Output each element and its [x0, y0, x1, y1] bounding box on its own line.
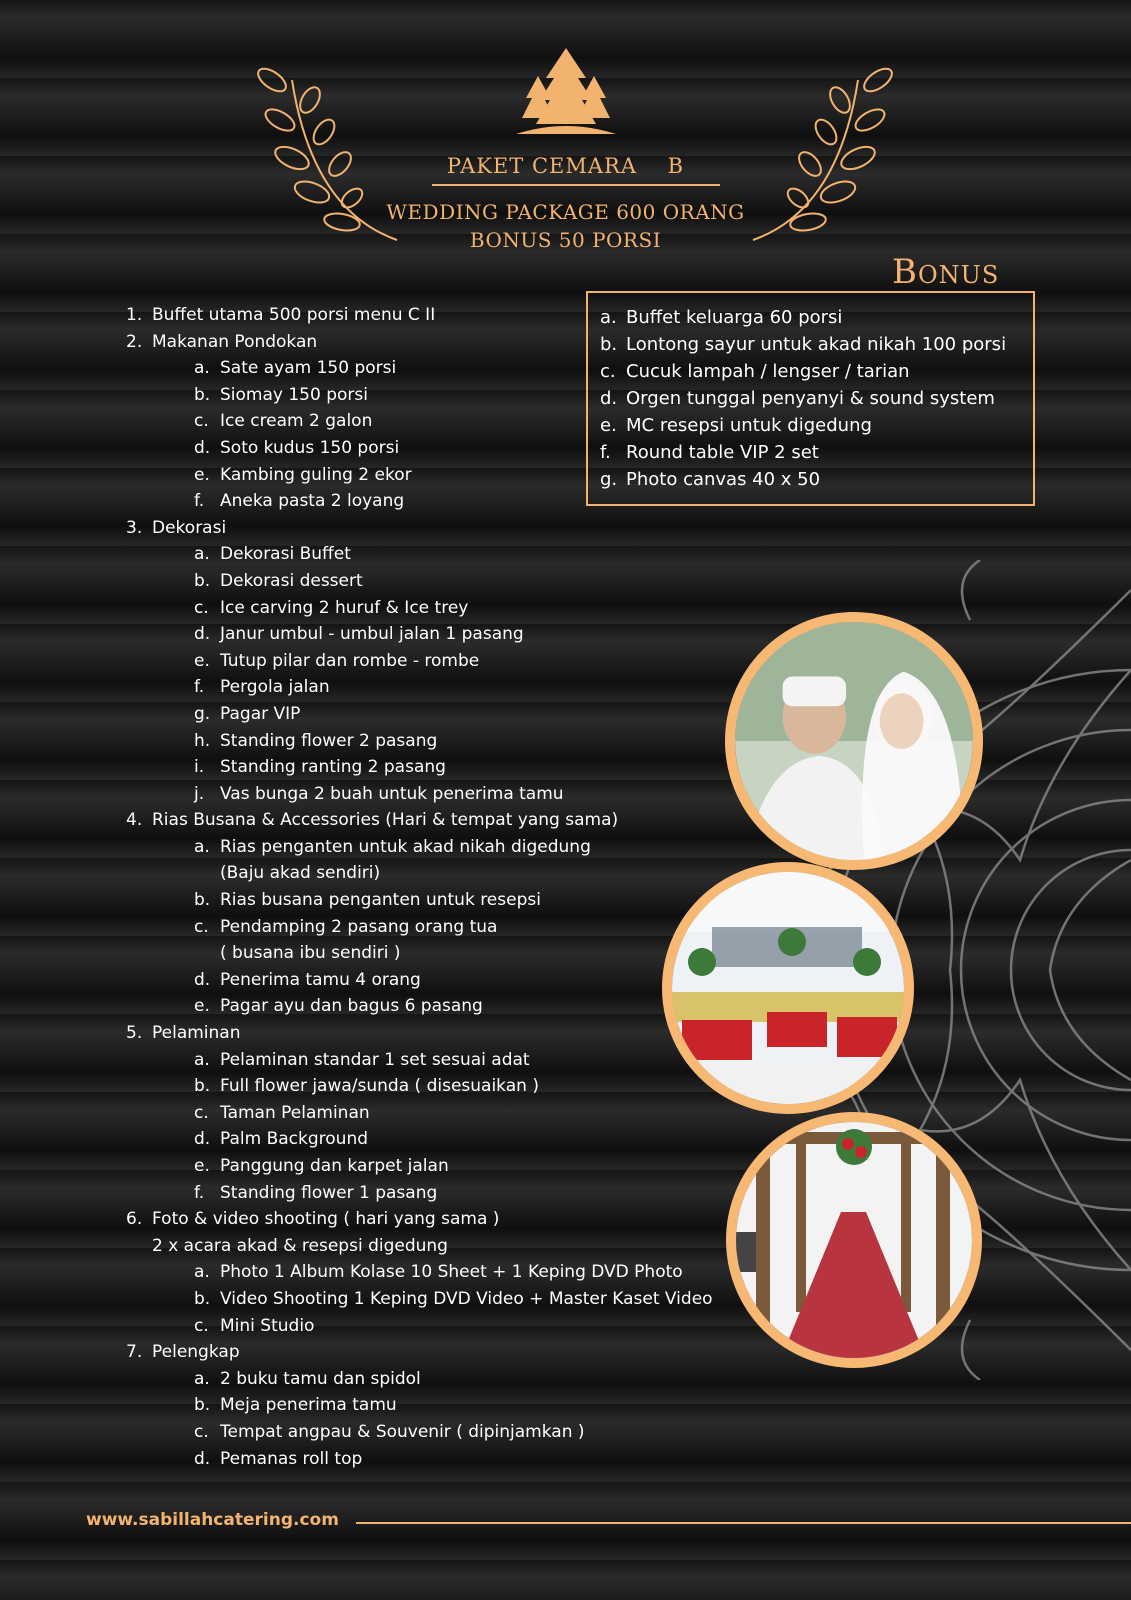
section-number: 6.	[126, 1209, 143, 1230]
list-item-letter: d.	[194, 437, 211, 458]
list-item-text: Siomay 150 porsi	[220, 384, 368, 405]
list-item	[126, 435, 713, 462]
list-item-text: Pemanas roll top	[220, 1448, 363, 1469]
wedding-title: WEDDING PACKAGE 600 ORANG	[386, 200, 745, 224]
list-item-text: Pagar VIP	[220, 703, 301, 724]
list-item-letter: j.	[194, 783, 205, 804]
section-title	[126, 329, 713, 356]
list-item-letter: a.	[194, 1262, 210, 1283]
section-note-text: 2 x acara akad & resepsi digedung	[152, 1235, 448, 1256]
list-item	[126, 754, 713, 781]
list-item	[126, 781, 713, 808]
bonus-item-letter: e.	[600, 415, 617, 436]
list-item-text: Taman Pelaminan	[220, 1102, 370, 1123]
list-item-text: Pergola jalan	[220, 677, 330, 698]
list-item-text: Ice cream 2 galon	[220, 411, 373, 432]
list-item-letter: b.	[194, 384, 211, 405]
list-item-text: Dekorasi dessert	[220, 570, 363, 591]
list-item	[126, 488, 713, 515]
bonus-item-letter: d.	[600, 388, 618, 409]
list-item-letter: e.	[194, 1156, 210, 1176]
list-item	[126, 1259, 713, 1286]
list-item-letter: h.	[194, 730, 211, 751]
bonus-porsi-title: BONUS 50 PORSI	[469, 228, 662, 252]
list-item	[126, 355, 713, 382]
section-number: 2.	[126, 331, 143, 352]
list-item-text: Pelaminan standar 1 set sesuai adat	[220, 1049, 530, 1070]
footer-divider	[356, 1522, 1131, 1524]
section-title	[126, 302, 713, 329]
list-item	[126, 621, 713, 648]
list-item-letter: a.	[194, 544, 210, 565]
section-title	[126, 515, 713, 542]
list-item-text: Rias busana penganten untuk resepsi	[220, 890, 541, 911]
list-item-letter: c.	[194, 411, 209, 432]
list-item	[126, 1073, 713, 1100]
list-item-text: Pendamping 2 pasang orang tua	[220, 916, 498, 937]
list-item-text: Vas bunga 2 buah untuk penerima tamu	[220, 783, 564, 804]
bonus-item-text: Round table VIP 2 set	[626, 442, 819, 463]
list-item-continuation	[126, 940, 713, 967]
section-title	[126, 1339, 713, 1366]
list-item	[126, 648, 713, 675]
list-item	[126, 834, 713, 861]
list-item	[126, 993, 713, 1020]
photo-aisle	[726, 1112, 982, 1368]
section-title-text: Rias Busana & Accessories (Hari & tempat yang sama)	[152, 810, 619, 831]
section-title-text: Pelaminan	[152, 1023, 241, 1044]
list-item	[126, 1313, 713, 1340]
list-item-letter: a.	[194, 1049, 210, 1070]
section-number: 1.	[126, 305, 143, 325]
list-item	[126, 1366, 713, 1393]
list-item	[126, 408, 713, 435]
section-title	[126, 1206, 713, 1233]
list-item	[126, 701, 713, 728]
list-item-letter: f.	[194, 1182, 205, 1203]
section-note	[126, 1233, 713, 1260]
list-item-text: 2 buku tamu dan spidol	[220, 1368, 421, 1389]
list-item	[126, 1180, 713, 1207]
section-number: 4.	[126, 810, 143, 831]
section-title-text: Buffet utama 500 porsi menu C II	[152, 305, 436, 325]
section-number: 3.	[126, 517, 143, 538]
list-item	[126, 674, 713, 701]
title-divider	[432, 184, 720, 186]
list-item	[126, 462, 713, 489]
list-item-letter: d.	[194, 624, 211, 645]
bonus-item-letter: g.	[600, 469, 618, 490]
list-item	[126, 914, 713, 941]
list-item-text: Sate ayam 150 porsi	[220, 358, 397, 379]
section-title-text: Makanan Pondokan	[152, 331, 318, 352]
list-item-letter: c.	[194, 1315, 209, 1336]
list-item-letter: b.	[194, 1076, 211, 1097]
list-item-letter: a.	[194, 1368, 210, 1389]
section-title	[126, 1020, 713, 1047]
bonus-item-text: Buffet keluarga 60 porsi	[626, 307, 843, 328]
bonus-item-letter: f.	[600, 442, 611, 463]
bonus-item-text: Cucuk lampah / lengser / tarian	[626, 361, 910, 382]
section-title-text: Pelengkap	[152, 1342, 240, 1363]
list-item-text: Rias penganten untuk akad nikah digedung	[220, 836, 591, 857]
list-item-text: Panggung dan karpet jalan	[220, 1156, 449, 1176]
pine-trees-icon	[516, 48, 616, 140]
list-item	[126, 967, 713, 994]
list-item-letter: e.	[194, 464, 210, 485]
list-item-text: Pagar ayu dan bagus 6 pasang	[220, 996, 483, 1017]
list-item-letter: b.	[194, 570, 211, 591]
list-item-text: Mini Studio	[220, 1315, 315, 1336]
list-item	[126, 728, 713, 755]
bonus-item-text: Photo canvas 40 x 50	[626, 469, 821, 490]
section-title	[126, 807, 713, 834]
list-item-text: Ice carving 2 huruf & Ice trey	[220, 597, 469, 618]
list-item-text: Standing flower 2 pasang	[220, 730, 438, 751]
section-title-text: Foto & video shooting ( hari yang sama )	[152, 1209, 500, 1230]
list-item-letter: g.	[194, 703, 211, 724]
list-item-letter: d.	[194, 1129, 211, 1150]
main-list	[126, 302, 713, 1472]
list-item-text: Aneka pasta 2 loyang	[220, 491, 405, 512]
list-item-letter: b.	[194, 1395, 211, 1416]
bonus-heading: Bonus	[892, 252, 1000, 292]
list-item-letter: e.	[194, 650, 210, 671]
list-item-text: Photo 1 Album Kolase 10 Sheet + 1 Keping DVD Photo	[220, 1262, 683, 1283]
bonus-item-text: MC resepsi untuk digedung	[626, 415, 872, 436]
list-item-letter: d.	[194, 1448, 211, 1469]
list-item	[126, 595, 713, 622]
list-item	[126, 1126, 713, 1153]
list-item-letter: c.	[194, 597, 209, 618]
package-name: PAKET CEMARA B	[446, 154, 685, 178]
list-item-letter: c.	[194, 916, 209, 937]
website-link[interactable]: www.sabillahcatering.com	[86, 1510, 339, 1530]
bonus-item-letter: b.	[600, 334, 618, 355]
list-item-letter: c.	[194, 1421, 209, 1442]
list-item	[126, 382, 713, 409]
section-title-text: Dekorasi	[152, 517, 227, 538]
list-item-letter: b.	[194, 890, 211, 911]
list-item-continuation-text: (Baju akad sendiri)	[220, 863, 381, 884]
header	[0, 0, 1131, 260]
list-item-letter: f.	[194, 491, 205, 512]
list-item	[126, 1047, 713, 1074]
list-item	[126, 568, 713, 595]
list-item	[126, 1392, 713, 1419]
list-item-text: Meja penerima tamu	[220, 1395, 397, 1416]
list-item-text: Full flower jawa/sunda ( disesuaikan )	[220, 1076, 539, 1097]
list-item-text: Penerima tamu 4 orang	[220, 969, 421, 990]
photo-couple	[725, 612, 983, 870]
list-item	[126, 1100, 713, 1127]
list-item-text: Janur umbul - umbul jalan 1 pasang	[220, 624, 524, 645]
list-item	[126, 541, 713, 568]
list-item-continuation	[126, 860, 713, 887]
bonus-item-text: Lontong sayur untuk akad nikah 100 porsi	[626, 334, 1007, 355]
list-item-text: Tutup pilar dan rombe - rombe	[220, 650, 480, 671]
list-item-letter: d.	[194, 969, 211, 990]
list-item-letter: i.	[194, 757, 205, 778]
list-item-text: Dekorasi Buffet	[220, 544, 351, 565]
list-item-continuation-text: ( busana ibu sendiri )	[220, 943, 401, 964]
list-item	[126, 887, 713, 914]
list-item-text: Standing ranting 2 pasang	[220, 757, 446, 778]
list-item-text: Soto kudus 150 porsi	[220, 437, 400, 458]
bonus-item-text: Orgen tunggal penyanyi & sound system	[626, 388, 995, 409]
list-item	[126, 1153, 713, 1180]
list-item-text: Kambing guling 2 ekor	[220, 464, 412, 485]
list-item	[126, 1446, 713, 1473]
list-item-letter: a.	[194, 358, 210, 379]
section-number: 5.	[126, 1023, 143, 1044]
list-item-text: Standing flower 1 pasang	[220, 1182, 438, 1203]
list-item	[126, 1286, 713, 1313]
bonus-item-letter: a.	[600, 307, 617, 328]
list-item-letter: a.	[194, 836, 210, 857]
list-item-text: Palm Background	[220, 1129, 369, 1150]
list-item-text: Tempat angpau & Souvenir ( dipinjamkan )	[220, 1421, 585, 1442]
list-item-text: Video Shooting 1 Keping DVD Video + Master Kaset Video	[220, 1288, 713, 1309]
list-item-letter: e.	[194, 996, 210, 1017]
list-item-letter: c.	[194, 1102, 209, 1123]
list-item-letter: b.	[194, 1288, 211, 1309]
list-item	[126, 1419, 713, 1446]
bonus-item-letter: c.	[600, 361, 616, 382]
section-number: 7.	[126, 1342, 143, 1363]
list-item-letter: f.	[194, 677, 205, 698]
